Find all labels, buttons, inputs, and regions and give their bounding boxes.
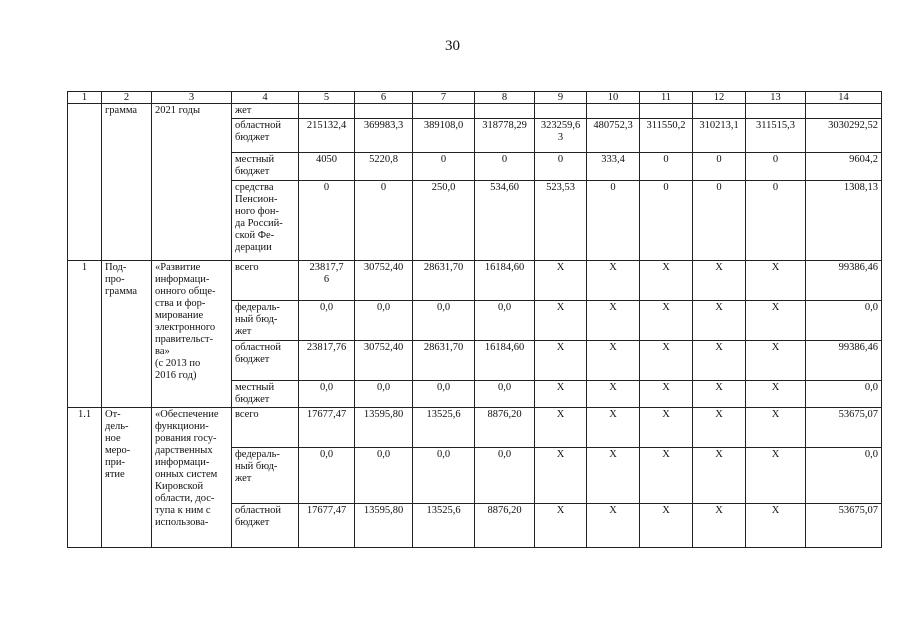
value-cell: 8876,20 [475,408,535,448]
budget-table [67,91,882,548]
value-cell: 0,0 [355,381,413,408]
value-cell: 0,0 [475,301,535,341]
value-cell: 53675,07 [806,408,882,448]
value-cell: X [693,448,746,504]
value-cell: 0,0 [806,381,882,408]
value-cell: 0,0 [299,448,355,504]
value-cell: X [693,261,746,301]
value-cell: 0,0 [299,381,355,408]
funding-source: областной бюджет [232,341,299,381]
value-cell: X [693,504,746,548]
value-cell: X [746,448,806,504]
value-cell: X [587,448,640,504]
value-cell: 0 [355,181,413,261]
value-cell: 318778,29 [475,119,535,153]
value-cell [640,104,693,119]
value-cell: 1308,13 [806,181,882,261]
value-cell: 5220,8 [355,153,413,181]
value-cell: 523,53 [535,181,587,261]
value-cell: 0,0 [413,381,475,408]
value-cell: X [640,381,693,408]
column-number-9: 9 [535,92,587,104]
column-number-12: 12 [693,92,746,104]
value-cell [746,104,806,119]
value-cell: X [535,301,587,341]
column-number-4: 4 [232,92,299,104]
value-cell [806,104,882,119]
value-cell: 17677,47 [299,504,355,548]
funding-source: областной бюджет [232,119,299,153]
value-cell: 99386,46 [806,261,882,301]
value-cell: 333,4 [587,153,640,181]
value-cell: 311550,2 [640,119,693,153]
item-type: От- дель- ное меро- при- ятие [102,408,152,548]
funding-source: всего [232,261,299,301]
value-cell: 534,60 [475,181,535,261]
item-type: Под- про- грамма [102,261,152,408]
value-cell: X [746,261,806,301]
column-number-6: 6 [355,92,413,104]
value-cell: X [535,381,587,408]
value-cell: 0,0 [413,301,475,341]
value-cell: 30752,40 [355,341,413,381]
value-cell: X [746,301,806,341]
value-cell: 4050 [299,153,355,181]
value-cell [535,104,587,119]
value-cell: 28631,70 [413,261,475,301]
item-type: грамма [102,104,152,261]
value-cell: X [535,408,587,448]
value-cell: 310213,1 [693,119,746,153]
value-cell: X [640,504,693,548]
value-cell: X [746,504,806,548]
value-cell: X [640,448,693,504]
value-cell: 0,0 [806,448,882,504]
value-cell: X [640,341,693,381]
funding-source: местный бюджет [232,153,299,181]
value-cell: 0 [693,181,746,261]
value-cell: 0 [299,181,355,261]
value-cell: 0,0 [475,381,535,408]
value-cell: 250,0 [413,181,475,261]
value-cell [413,104,475,119]
value-cell: 0,0 [355,301,413,341]
value-cell: 0,0 [355,448,413,504]
value-cell: X [746,408,806,448]
table-row [68,261,882,301]
table-row [68,104,882,119]
value-cell: 0,0 [413,448,475,504]
value-cell: X [535,261,587,301]
item-title: 2021 годы [152,104,232,261]
value-cell: X [693,408,746,448]
value-cell: X [587,381,640,408]
header-row [68,92,882,104]
column-number-11: 11 [640,92,693,104]
value-cell: X [640,261,693,301]
value-cell: X [587,408,640,448]
value-cell: 0 [640,181,693,261]
value-cell: 53675,07 [806,504,882,548]
value-cell: 323259,6 3 [535,119,587,153]
funding-source: всего [232,408,299,448]
value-cell: X [587,301,640,341]
column-number-2: 2 [102,92,152,104]
value-cell: 0 [693,153,746,181]
value-cell: 13525,6 [413,504,475,548]
value-cell: 0 [475,153,535,181]
value-cell [693,104,746,119]
funding-source: федераль- ный бюд- жет [232,301,299,341]
column-number-7: 7 [413,92,475,104]
value-cell: 311515,3 [746,119,806,153]
value-cell: 0,0 [475,448,535,504]
value-cell: 30752,40 [355,261,413,301]
value-cell: 17677,47 [299,408,355,448]
column-number-13: 13 [746,92,806,104]
value-cell: 0 [640,153,693,181]
value-cell [475,104,535,119]
value-cell: 99386,46 [806,341,882,381]
value-cell: 28631,70 [413,341,475,381]
value-cell: X [587,341,640,381]
funding-source: средства Пенсион- ного фон- да Россий- ской Фе- дерации [232,181,299,261]
value-cell: X [746,381,806,408]
value-cell: X [746,341,806,381]
column-number-10: 10 [587,92,640,104]
funding-source: областной бюджет [232,504,299,548]
value-cell: 0,0 [806,301,882,341]
value-cell: 13595,80 [355,408,413,448]
value-cell [587,104,640,119]
value-cell: X [693,341,746,381]
value-cell: X [693,381,746,408]
value-cell: X [640,301,693,341]
column-number-14: 14 [806,92,882,104]
value-cell: 0,0 [299,301,355,341]
value-cell: 0 [413,153,475,181]
value-cell: 8876,20 [475,504,535,548]
value-cell: 3030292,52 [806,119,882,153]
value-cell: X [587,261,640,301]
value-cell: X [535,448,587,504]
value-cell: 23817,7 6 [299,261,355,301]
value-cell: 13525,6 [413,408,475,448]
page-number: 30 [445,38,460,54]
column-number-5: 5 [299,92,355,104]
funding-source: федераль- ный бюд- жет [232,448,299,504]
item-title: «Обеспечение функциони- рования госу- дарственных информаци- онных систем Кировской области, дос- тупа к ним с использова- [152,408,232,548]
column-number-1: 1 [68,92,102,104]
value-cell: 480752,3 [587,119,640,153]
value-cell: X [535,341,587,381]
value-cell: 0 [746,153,806,181]
value-cell: X [693,301,746,341]
value-cell: X [535,504,587,548]
value-cell [355,104,413,119]
value-cell: 13595,80 [355,504,413,548]
row-number: 1 [68,261,102,408]
value-cell: 23817,76 [299,341,355,381]
value-cell: X [587,504,640,548]
value-cell: 0 [535,153,587,181]
row-number [68,104,102,261]
value-cell: 9604,2 [806,153,882,181]
value-cell: 16184,60 [475,341,535,381]
value-cell: 389108,0 [413,119,475,153]
table-row [68,408,882,448]
item-title: «Развитие информаци- онного обще- ства и фор- мирование электронного правительст- ва» (с 2013 по 2016 год) [152,261,232,408]
value-cell: 16184,60 [475,261,535,301]
value-cell: 0 [587,181,640,261]
value-cell: 215132,4 [299,119,355,153]
value-cell: X [640,408,693,448]
funding-source: жет [232,104,299,119]
row-number: 1.1 [68,408,102,548]
column-number-3: 3 [152,92,232,104]
funding-source: местный бюджет [232,381,299,408]
value-cell: 0 [746,181,806,261]
value-cell [299,104,355,119]
column-number-8: 8 [475,92,535,104]
value-cell: 369983,3 [355,119,413,153]
